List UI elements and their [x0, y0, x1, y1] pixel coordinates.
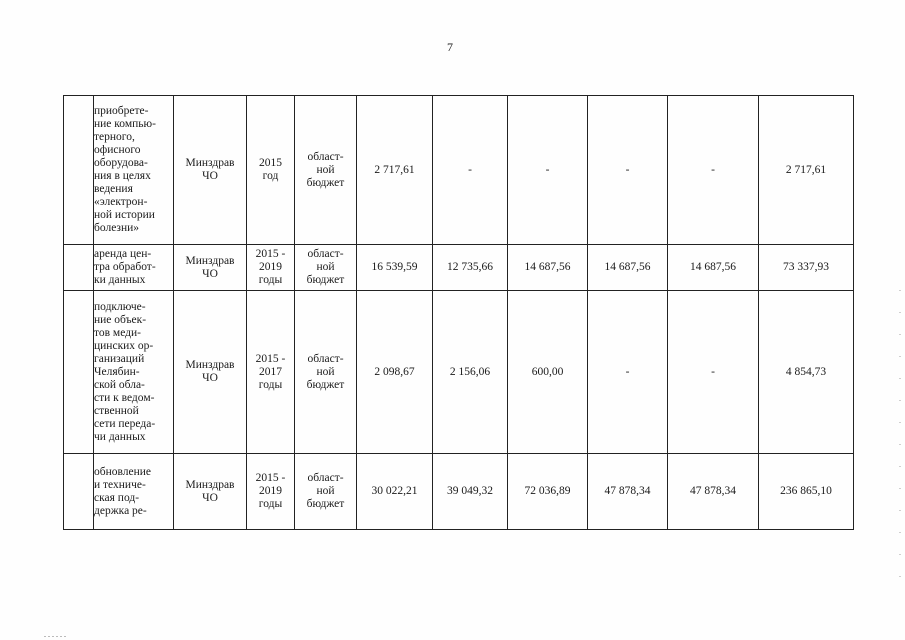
page-number: 7 [447, 40, 453, 54]
year-value-cell: 600,00 [508, 291, 588, 454]
year-value-cell: 12 735,66 [433, 245, 508, 291]
year-value-cell: - [588, 291, 668, 454]
scan-margin-specks [899, 290, 901, 590]
year-value-cell: 72 036,89 [508, 454, 588, 530]
year-value-cell: - [508, 96, 588, 245]
year-value-cell: - [433, 96, 508, 245]
table-row [64, 96, 854, 245]
executor-cell: Минздрав ЧО [174, 245, 247, 291]
description-cell: обновление и техниче- ская под- держка ре- [94, 454, 174, 530]
executor-cell: Минздрав ЧО [174, 454, 247, 530]
year-value-cell: 2 098,67 [357, 291, 433, 454]
table-row [64, 454, 854, 530]
year-value-cell: - [668, 96, 759, 245]
total-cell: 2 717,61 [759, 96, 854, 245]
year-value-cell: - [668, 291, 759, 454]
funding-source-cell: област- ной бюджет [295, 96, 357, 245]
total-cell: 73 337,93 [759, 245, 854, 291]
executor-cell: Минздрав ЧО [174, 96, 247, 245]
row-number-cell [64, 454, 94, 530]
year-value-cell: 39 049,32 [433, 454, 508, 530]
year-value-cell: 47 878,34 [588, 454, 668, 530]
description-cell: подключе- ние объек- тов меди- цинских ор- ганизаций Челябин- ской обла- сти к ведом- ственной сети переда- чи данных [94, 291, 174, 454]
total-cell: 4 854,73 [759, 291, 854, 454]
funding-source-cell: област- ной бюджет [295, 454, 357, 530]
year-value-cell: 2 156,06 [433, 291, 508, 454]
table-row [64, 291, 854, 454]
table-row [64, 245, 854, 291]
period-cell: 2015 - 2017 годы [247, 291, 295, 454]
year-value-cell: 14 687,56 [588, 245, 668, 291]
row-number-cell [64, 245, 94, 291]
period-cell: 2015 - 2019 годы [247, 454, 295, 530]
total-cell: 236 865,10 [759, 454, 854, 530]
row-number-cell [64, 291, 94, 454]
executor-cell: Минздрав ЧО [174, 291, 247, 454]
funding-source-cell: област- ной бюджет [295, 291, 357, 454]
year-value-cell: 47 878,34 [668, 454, 759, 530]
year-value-cell: 14 687,56 [668, 245, 759, 291]
year-value-cell: 14 687,56 [508, 245, 588, 291]
period-cell: 2015 - 2019 годы [247, 245, 295, 291]
year-value-cell: 2 717,61 [357, 96, 433, 245]
description-cell: приобрете- ние компью- терного, офисного оборудова- ния в целях ведения «электрон- ной истории болезни» [94, 96, 174, 245]
description-cell: аренда цен- тра обработ- ки данных [94, 245, 174, 291]
budget-table [63, 95, 854, 530]
year-value-cell: 16 539,59 [357, 245, 433, 291]
period-cell: 2015 год [247, 96, 295, 245]
year-value-cell: - [588, 96, 668, 245]
row-number-cell [64, 96, 94, 245]
scan-corner-mark [44, 636, 66, 637]
funding-source-cell: област- ной бюджет [295, 245, 357, 291]
year-value-cell: 30 022,21 [357, 454, 433, 530]
